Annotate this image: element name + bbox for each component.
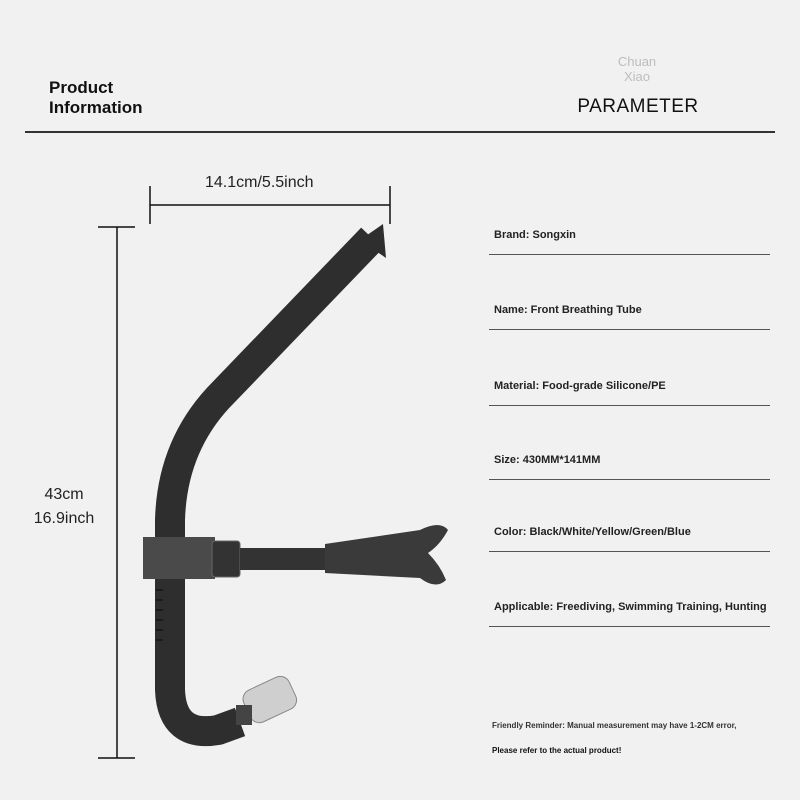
brand-line-2: Xiao <box>623 69 651 84</box>
brand-logo <box>600 54 674 84</box>
width-label: 14.1cm/5.5inch <box>205 174 314 191</box>
reminder-note: Friendly Reminder: Manual measurement may have 1-2CM error, <box>492 721 737 730</box>
strap-buckle <box>212 541 240 577</box>
spec-size <box>489 454 770 480</box>
spec-applicable <box>489 601 770 627</box>
spec-text: Size: 430MM*141MM <box>494 454 601 466</box>
spec-color <box>489 526 770 552</box>
spec-name <box>489 304 770 330</box>
brand-line-1: Chuan <box>617 54 657 69</box>
head-strap <box>143 525 448 585</box>
purge-valve <box>236 673 300 726</box>
spec-text: Applicable: Freediving, Swimming Training, Hunting <box>494 601 767 613</box>
title-line-1: Product <box>49 78 114 97</box>
spec-text: Brand: Songxin <box>494 229 576 241</box>
spec-text: Material: Food-grade Silicone/PE <box>494 380 666 392</box>
spec-material <box>489 380 770 406</box>
spec-brand <box>489 229 770 255</box>
snorkel-tube <box>156 224 386 731</box>
spec-text: Color: Black/White/Yellow/Green/Blue <box>494 526 691 538</box>
height-cm: 43cm <box>44 486 84 503</box>
title-line-2: Information <box>49 98 143 117</box>
height-label <box>24 483 104 531</box>
height-inch: 16.9inch <box>33 510 95 527</box>
section-heading: PARAMETER <box>577 96 699 117</box>
spec-text: Name: Front Breathing Tube <box>494 304 642 316</box>
reminder-note-2: Please refer to the actual product! <box>492 746 622 755</box>
